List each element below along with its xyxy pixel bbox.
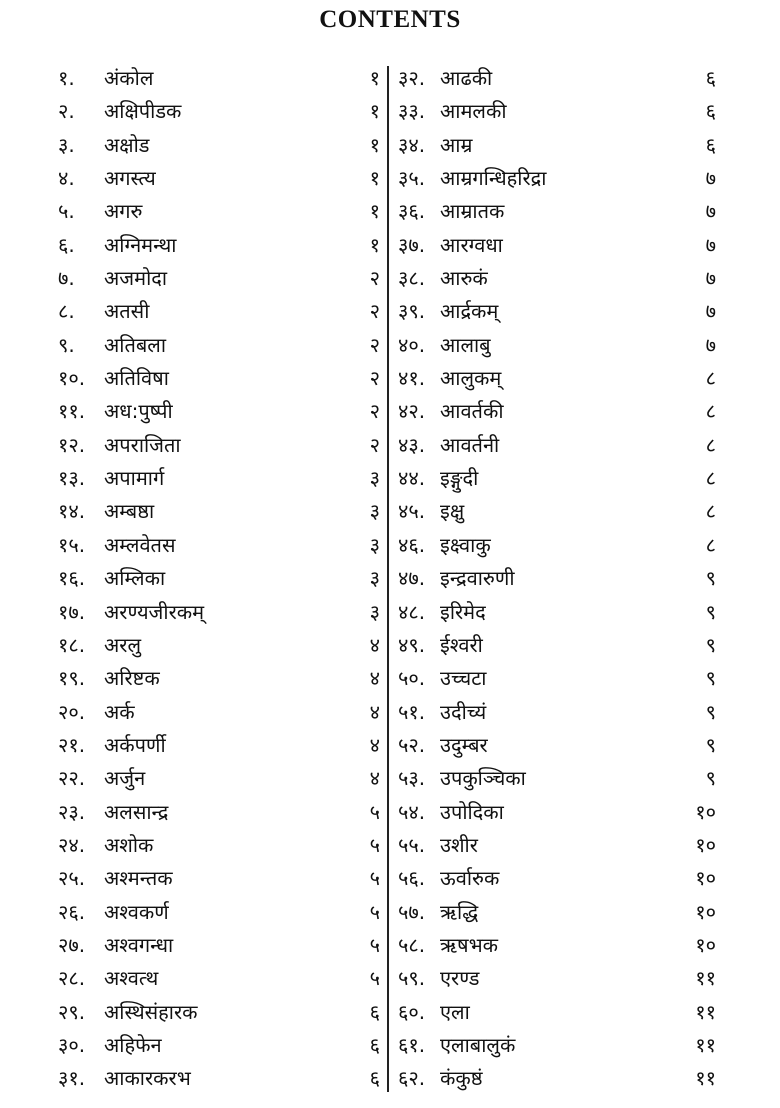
- entry-page-number: १: [369, 99, 380, 124]
- entry-title: ऊर्वारुक: [440, 866, 500, 891]
- entry-page-number: ६: [705, 66, 716, 90]
- entry-title: आढकी: [440, 66, 493, 90]
- contents-entry: [58, 829, 380, 862]
- entry-number: ४३.: [398, 432, 426, 457]
- entry-number: ७.: [58, 266, 75, 291]
- entry-number: ६१.: [398, 1032, 426, 1057]
- contents-entry: [58, 962, 380, 995]
- entry-title: अतसी: [104, 299, 150, 324]
- entry-page-number: ७: [705, 266, 716, 291]
- entry-number: ५८.: [398, 932, 426, 957]
- entry-number: ५०.: [398, 666, 426, 691]
- entry-page-number: ४: [369, 632, 380, 657]
- entry-title: एला: [440, 999, 470, 1024]
- entry-number: १८.: [58, 632, 86, 657]
- entry-number: १२.: [58, 432, 86, 457]
- entry-page-number: १०: [695, 866, 716, 891]
- entry-title: आरग्वधा: [440, 232, 503, 257]
- entry-page-number: १: [369, 66, 380, 90]
- entry-page-number: ६: [369, 1032, 380, 1057]
- entry-number: २०.: [58, 699, 86, 724]
- contents-entry: [58, 362, 380, 395]
- entry-page-number: ३: [369, 532, 380, 557]
- entry-title: अतिबला: [104, 332, 167, 357]
- entry-title: अग्निमन्था: [104, 232, 177, 257]
- contents-entry: [58, 62, 380, 95]
- entry-number: ५६.: [398, 866, 426, 891]
- contents-entry: [398, 562, 716, 595]
- entry-title: आरुकं: [440, 266, 488, 291]
- entry-title: अंकोल: [104, 66, 154, 90]
- entry-title: उपोदिका: [440, 799, 504, 824]
- entry-number: ५२.: [398, 732, 426, 757]
- entry-number: ३७.: [398, 232, 426, 257]
- contents-entry: [398, 896, 716, 929]
- contents-entry: [58, 95, 380, 128]
- contents-entry: [398, 996, 716, 1029]
- entry-number: ४२.: [398, 399, 426, 424]
- contents-entry: [58, 562, 380, 595]
- contents-entry: [398, 629, 716, 662]
- contents-entry: [398, 129, 716, 162]
- entry-page-number: १०: [695, 832, 716, 857]
- entry-number: २२.: [58, 766, 86, 791]
- entry-title: अम्लवेतस: [104, 532, 176, 557]
- contents-entry: [398, 829, 716, 862]
- contents-entry: [58, 129, 380, 162]
- entry-number: २६.: [58, 899, 86, 924]
- entry-page-number: १: [369, 166, 380, 191]
- entry-title: अगस्त्य: [104, 166, 156, 191]
- entry-page-number: ९: [705, 766, 716, 791]
- contents-column-left: [58, 62, 380, 1096]
- entry-number: ४६.: [398, 532, 426, 557]
- contents-entry: [58, 1062, 380, 1095]
- contents-entry: [398, 195, 716, 228]
- entry-number: २९.: [58, 999, 86, 1024]
- entry-number: ३.: [58, 132, 75, 157]
- contents-entry: [58, 1029, 380, 1062]
- entry-page-number: २: [369, 399, 380, 424]
- entry-number: ३५.: [398, 166, 426, 191]
- contents-entry: [58, 896, 380, 929]
- contents-entry: [58, 429, 380, 462]
- entry-page-number: ५: [369, 966, 380, 991]
- contents-entry: [398, 929, 716, 962]
- entry-number: ३३.: [398, 99, 426, 124]
- entry-number: ४९.: [398, 632, 426, 657]
- entry-page-number: ७: [705, 199, 716, 224]
- entry-page-number: १: [369, 132, 380, 157]
- entry-title: आम्रगन्धिहरिद्रा: [440, 166, 547, 191]
- contents-entry: [398, 1029, 716, 1062]
- entry-title: अलसान्द्र: [104, 799, 169, 824]
- entry-title: आवर्तनी: [440, 432, 500, 457]
- entry-title: अम्लिका: [104, 566, 166, 591]
- entry-page-number: ५: [369, 866, 380, 891]
- entry-number: ३०.: [58, 1032, 86, 1057]
- contents-entry: [398, 95, 716, 128]
- contents-entry: [398, 62, 716, 95]
- entry-page-number: ४: [369, 766, 380, 791]
- contents-entry: [398, 762, 716, 795]
- contents-entry: [58, 529, 380, 562]
- entry-title: एलाबालुकं: [440, 1032, 516, 1057]
- entry-page-number: ३: [369, 566, 380, 591]
- entry-number: ८.: [58, 299, 75, 324]
- contents-entry: [398, 262, 716, 295]
- entry-title: अरलु: [104, 632, 142, 657]
- entry-page-number: २: [369, 299, 380, 324]
- contents-entry: [398, 362, 716, 395]
- contents-entry: [398, 529, 716, 562]
- entry-title: आकारकरभ: [104, 1066, 191, 1091]
- entry-title: अम्बष्ठा: [104, 499, 155, 524]
- entry-number: ३१.: [58, 1066, 86, 1091]
- contents-entry: [398, 229, 716, 262]
- contents-entry: [58, 462, 380, 495]
- entry-page-number: ५: [369, 932, 380, 957]
- entry-title: अश्वकर्ण: [104, 899, 169, 924]
- contents-entry: [58, 996, 380, 1029]
- entry-page-number: ११: [695, 966, 716, 991]
- entry-title: इन्द्रवारुणी: [440, 566, 515, 591]
- entry-number: ६०.: [398, 999, 426, 1024]
- entry-page-number: ८: [705, 432, 716, 457]
- entry-title: अतिविषा: [104, 366, 169, 391]
- entry-title: अध:पुष्पी: [104, 399, 173, 424]
- entry-number: ९.: [58, 332, 75, 357]
- entry-number: १३.: [58, 466, 86, 491]
- entry-number: ३४.: [398, 132, 426, 157]
- entry-number: ५४.: [398, 799, 426, 824]
- entry-number: ५९.: [398, 966, 426, 991]
- entry-page-number: ६: [369, 999, 380, 1024]
- entry-page-number: ४: [369, 732, 380, 757]
- entry-title: आलुकम्: [440, 366, 502, 391]
- entry-title: आमलकी: [440, 99, 507, 124]
- entry-number: २७.: [58, 932, 86, 957]
- entry-title: ऋषभक: [440, 932, 499, 957]
- contents-entry: [398, 462, 716, 495]
- entry-number: १.: [58, 66, 75, 90]
- entry-number: ३२.: [398, 66, 426, 90]
- entry-number: २४.: [58, 832, 86, 857]
- entry-page-number: २: [369, 332, 380, 357]
- entry-page-number: ८: [705, 532, 716, 557]
- entry-page-number: ९: [705, 632, 716, 657]
- contents-entry: [58, 629, 380, 662]
- contents-entry: [58, 329, 380, 362]
- entry-title: इक्षु: [440, 499, 465, 524]
- entry-number: १६.: [58, 566, 86, 591]
- entry-title: अश्वत्थ: [104, 966, 159, 991]
- entry-title: ईश्वरी: [440, 632, 483, 657]
- contents-entry: [398, 596, 716, 629]
- entry-page-number: ९: [705, 666, 716, 691]
- contents-entry: [398, 862, 716, 895]
- entry-title: अगरु: [104, 199, 143, 224]
- page-title: CONTENTS: [319, 6, 461, 33]
- entry-page-number: ५: [369, 899, 380, 924]
- contents-entry: [398, 162, 716, 195]
- entry-page-number: ५: [369, 832, 380, 857]
- entry-page-number: ८: [705, 499, 716, 524]
- entry-page-number: ७: [705, 166, 716, 191]
- contents-entry: [58, 195, 380, 228]
- entry-title: अश्वगन्धा: [104, 932, 174, 957]
- entry-title: आलाबु: [440, 332, 491, 357]
- entry-page-number: ९: [705, 732, 716, 757]
- entry-page-number: ३: [369, 599, 380, 624]
- contents-column-right: [398, 62, 716, 1096]
- entry-title: अशोक: [104, 832, 154, 857]
- entry-number: ४०.: [398, 332, 426, 357]
- contents-entry: [398, 729, 716, 762]
- entry-page-number: ७: [705, 299, 716, 324]
- entry-title: ऋद्धि: [440, 899, 479, 924]
- entry-number: १५.: [58, 532, 86, 557]
- contents-entry: [398, 495, 716, 528]
- entry-title: अहिफेन: [104, 1032, 162, 1057]
- entry-number: १९.: [58, 666, 86, 691]
- contents-entry: [58, 295, 380, 328]
- entry-page-number: ११: [695, 999, 716, 1024]
- entry-title: अरण्यजीरकम्: [104, 599, 205, 624]
- entry-number: ५१.: [398, 699, 426, 724]
- entry-page-number: ६: [705, 132, 716, 157]
- entry-page-number: १: [369, 232, 380, 257]
- contents-entry: [58, 696, 380, 729]
- entry-number: ५.: [58, 199, 75, 224]
- contents-entry: [398, 1062, 716, 1095]
- entry-title: इक्ष्वाकु: [440, 532, 491, 557]
- entry-number: ३६.: [398, 199, 426, 224]
- entry-number: ४४.: [398, 466, 426, 491]
- entry-title: आवर्तकी: [440, 399, 504, 424]
- entry-page-number: ५: [369, 799, 380, 824]
- entry-page-number: ७: [705, 232, 716, 257]
- entry-number: ४५.: [398, 499, 426, 524]
- entry-page-number: १०: [695, 899, 716, 924]
- entry-number: ५७.: [398, 899, 426, 924]
- contents-entry: [398, 962, 716, 995]
- contents-entry: [58, 662, 380, 695]
- contents-entry: [58, 862, 380, 895]
- entry-page-number: ६: [705, 99, 716, 124]
- entry-title: इरिमेद: [440, 599, 486, 624]
- contents-entry: [58, 495, 380, 528]
- contents-entry: [398, 662, 716, 695]
- contents-entry: [58, 229, 380, 262]
- entry-number: ६२.: [398, 1066, 426, 1091]
- entry-title: अस्थिसंहारक: [104, 999, 198, 1024]
- entry-page-number: ४: [369, 666, 380, 691]
- contents-entry: [58, 395, 380, 428]
- entry-page-number: ९: [705, 699, 716, 724]
- entry-page-number: ११: [695, 1066, 716, 1091]
- entry-number: ३९.: [398, 299, 426, 324]
- entry-title: कंकुष्ठं: [440, 1066, 483, 1091]
- entry-title: उदुम्बर: [440, 732, 488, 757]
- entry-number: २.: [58, 99, 75, 124]
- entry-title: अर्जुन: [104, 766, 146, 791]
- entry-number: ४७.: [398, 566, 426, 591]
- entry-title: उच्चटा: [440, 666, 487, 691]
- entry-title: अक्षोड: [104, 132, 150, 157]
- entry-title: इङ्गुदी: [440, 466, 479, 491]
- entry-number: ४१.: [398, 366, 426, 391]
- entry-page-number: ८: [705, 366, 716, 391]
- contents-entry: [398, 295, 716, 328]
- entry-title: अर्कपर्णी: [104, 732, 166, 757]
- entry-number: २८.: [58, 966, 86, 991]
- entry-number: २१.: [58, 732, 86, 757]
- entry-number: १४.: [58, 499, 86, 524]
- entry-title: आम्र: [440, 132, 473, 157]
- entry-page-number: ९: [705, 566, 716, 591]
- column-divider: [387, 66, 389, 1092]
- contents-entry: [398, 329, 716, 362]
- entry-number: ४८.: [398, 599, 426, 624]
- entry-title: उपकुञ्चिका: [440, 766, 526, 791]
- contents-entry: [58, 796, 380, 829]
- entry-title: अश्मन्तक: [104, 866, 173, 891]
- entry-title: अरिष्टक: [104, 666, 160, 691]
- contents-entry: [58, 929, 380, 962]
- contents-entry: [398, 395, 716, 428]
- contents-entry: [58, 762, 380, 795]
- entry-number: ३८.: [398, 266, 426, 291]
- entry-title: अपराजिता: [104, 432, 181, 457]
- entry-number: ६.: [58, 232, 75, 257]
- entry-page-number: १०: [695, 932, 716, 957]
- contents-entry: [398, 696, 716, 729]
- entry-number: २५.: [58, 866, 86, 891]
- contents-entry: [58, 729, 380, 762]
- entry-page-number: ४: [369, 699, 380, 724]
- entry-number: ५३.: [398, 766, 426, 791]
- entry-number: १०.: [58, 366, 86, 391]
- entry-page-number: ८: [705, 399, 716, 424]
- entry-title: आर्द्रकम्: [440, 299, 499, 324]
- entry-number: २३.: [58, 799, 86, 824]
- contents-entry: [58, 596, 380, 629]
- entry-title: आम्रातक: [440, 199, 505, 224]
- entry-title: अक्षिपीडक: [104, 99, 182, 124]
- entry-page-number: १०: [695, 799, 716, 824]
- entry-title: एरण्ड: [440, 966, 480, 991]
- entry-page-number: ३: [369, 466, 380, 491]
- entry-number: ५५.: [398, 832, 426, 857]
- entry-page-number: ९: [705, 599, 716, 624]
- entry-title: अर्क: [104, 699, 135, 724]
- entry-title: उशीर: [440, 832, 478, 857]
- entry-page-number: २: [369, 366, 380, 391]
- contents-entry: [398, 796, 716, 829]
- entry-page-number: ३: [369, 499, 380, 524]
- entry-page-number: ८: [705, 466, 716, 491]
- entry-title: अजमोदा: [104, 266, 168, 291]
- contents-entry: [398, 429, 716, 462]
- contents-entry: [58, 162, 380, 195]
- entry-title: उदीच्यं: [440, 699, 487, 724]
- entry-number: १७.: [58, 599, 86, 624]
- entry-page-number: ११: [695, 1032, 716, 1057]
- entry-title: अपामार्ग: [104, 466, 165, 491]
- entry-page-number: ७: [705, 332, 716, 357]
- entry-page-number: ६: [369, 1066, 380, 1091]
- contents-entry: [58, 262, 380, 295]
- entry-number: ४.: [58, 166, 75, 191]
- entry-page-number: २: [369, 432, 380, 457]
- entry-number: ११.: [58, 399, 86, 424]
- entry-page-number: २: [369, 266, 380, 291]
- entry-page-number: १: [369, 199, 380, 224]
